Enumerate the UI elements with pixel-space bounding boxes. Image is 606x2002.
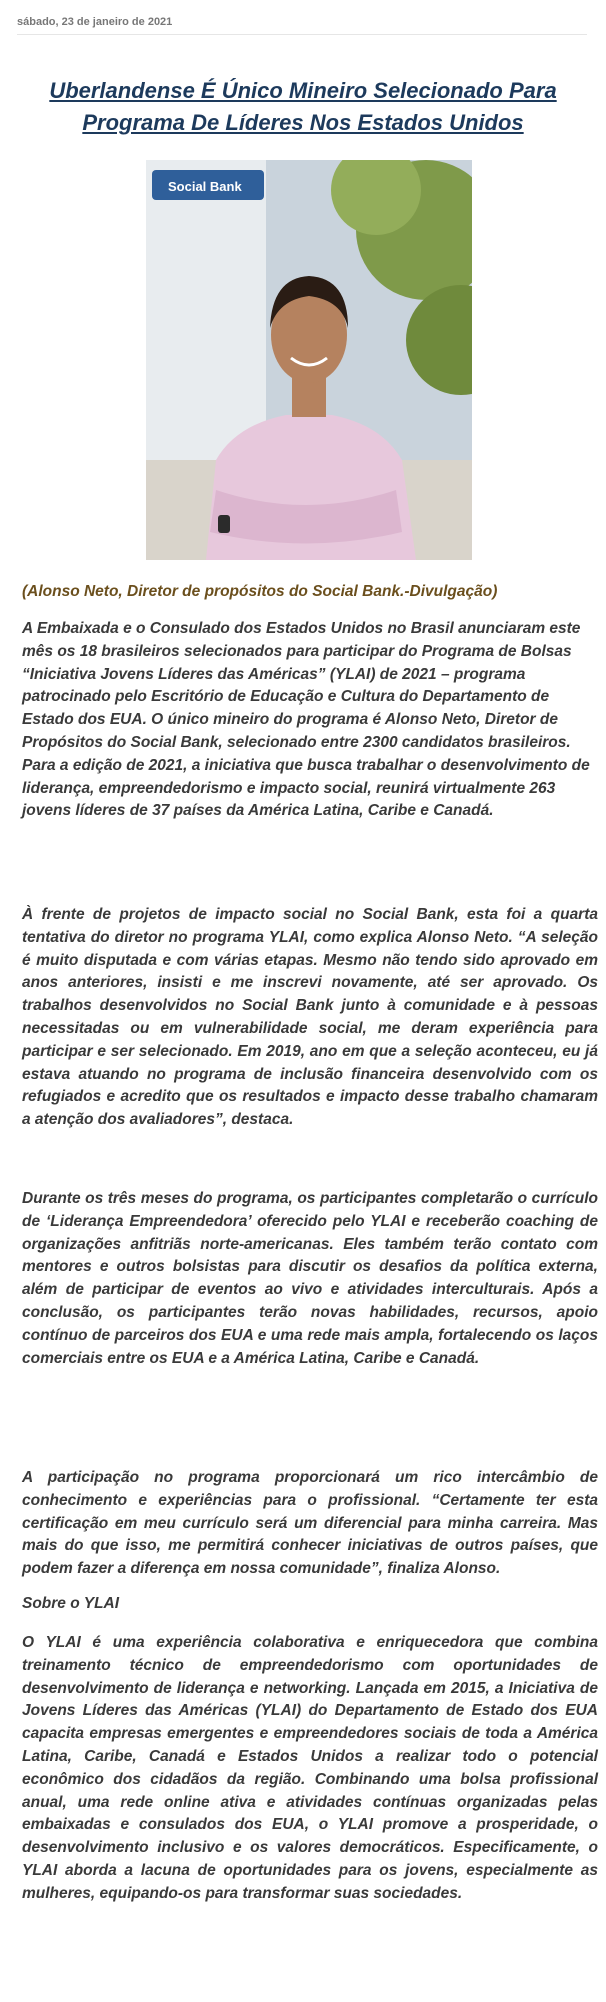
paragraph-1: A Embaixada e o Consulado dos Estados Unidos no Brasil anunciaram este mês os 18 brasileiros selecionados para participar do Programa de Bolsas “Iniciativa Jovens Líderes das Américas” (YLAI) de 2021 – programa patrocinado pelo Escritório de Educação e Cultura do Departamento de Estado dos EUA. O único mineiro do programa é Alonso Neto, Diretor de Propósitos do Social Bank, selecionado entre 2300 candidatos brasileiros. Para a edição de 2021, a iniciativa que busca trabalhar o desenvolvimento de liderança, empreendedorismo e impacto social, reunirá virtualmente 263 jovens líderes de 37 países da América Latina, Caribe e Canadá.	[22, 620, 590, 820]
post-date: sábado, 23 de janeiro de 2021	[17, 16, 587, 35]
photo-caption: (Alonso Neto, Diretor de propósitos do Social Bank.-Divulgação)	[22, 583, 498, 600]
photo-sign-text: Social Bank	[168, 179, 242, 194]
paragraph-ylai: O YLAI é uma experiência colaborativa e enriquecedora que combina treinamento técnico de empreendedorismo com oportunidades de desenvolvimento de liderança e networking. Lançada em 2015, a Iniciativa de Jovens Líderes das Américas (YLAI) do Departamento de Estado dos EUA capacita empresas emergentes e empreendedores sociais de toda a América Latina, Caribe, Canadá e Estados Unidos a realizar todo o potencial econômico dos cidadãos da região. Combinando uma bolsa profissional anual, uma rede online ativa e atividades contínuas organizadas pelas embaixadas e consulados dos EUA, o YLAI promove a prosperidade, o desenvolvimento inclusivo e os valores democráticos. Especificamente, o YLAI aborda a lacuna de oportunidades para os jovens, especialmente as mulheres, equipando-os para transformar suas sociedades.	[22, 1634, 598, 1902]
paragraph-4: A participação no programa proporcionará um rico intercâmbio de conhecimento e experiências para o profissional. “Certamente ter esta certificação em meu currículo será um diferencial para minha carreira. Mas mais do que isso, me permitirá conhecer iniciativas de outros países, que podem fazer a diferença em nossa comunidade”, finaliza Alonso.	[22, 1469, 598, 1578]
post-title[interactable]: Uberlandense É Único Mineiro Selecionado Para Programa De Líderes Nos Estados Unidos	[49, 78, 557, 135]
photo-watch	[218, 515, 230, 533]
portrait-illustration	[146, 160, 472, 560]
section-heading-ylai: Sobre o YLAI	[22, 1595, 120, 1612]
paragraph-2: À frente de projetos de impacto social no Social Bank, esta foi a quarta tentativa do diretor no programa YLAI, como explica Alonso Neto. “A seleção é muito disputada e com várias etapas. Mesmo não tendo sido aprovado em anos anteriores, insisti e me inscrevi novamente, até ser aprovado. Os trabalhos desenvolvidos no Social Bank junto à comunidade e à pessoas necessitadas ou em vulnerabilidade social, me deram experiência para participar e ser selecionado. Em 2019, ano em que a seleção aconteceu, eu já estava atuando no programa de inclusão financeira desenvolvido com os refugiados e acredito que os resultados e impacto desse trabalho chamaram a atenção dos avaliadores”, destaca.	[22, 906, 598, 1129]
paragraph-3: Durante os três meses do programa, os participantes completarão o currículo de ‘Liderança Empreendedora’ oferecido pelo YLAI e receberão coaching de organizações anfitriãs norte-americanas. Eles também terão contato com mentores e outros bolsistas para discutir os desafios da política externa, além de participar de eventos ao vivo e atividades interculturais. Após a conclusão, os participantes terão novas habilidades, recursos, apoio contínuo de parceiros dos EUA e uma rede mais ampla, fortalecendo os laços comerciais entre os EUA e a América Latina, Caribe e Canadá.	[22, 1190, 598, 1367]
post-photo[interactable]	[146, 160, 472, 560]
photo-building	[146, 160, 266, 460]
